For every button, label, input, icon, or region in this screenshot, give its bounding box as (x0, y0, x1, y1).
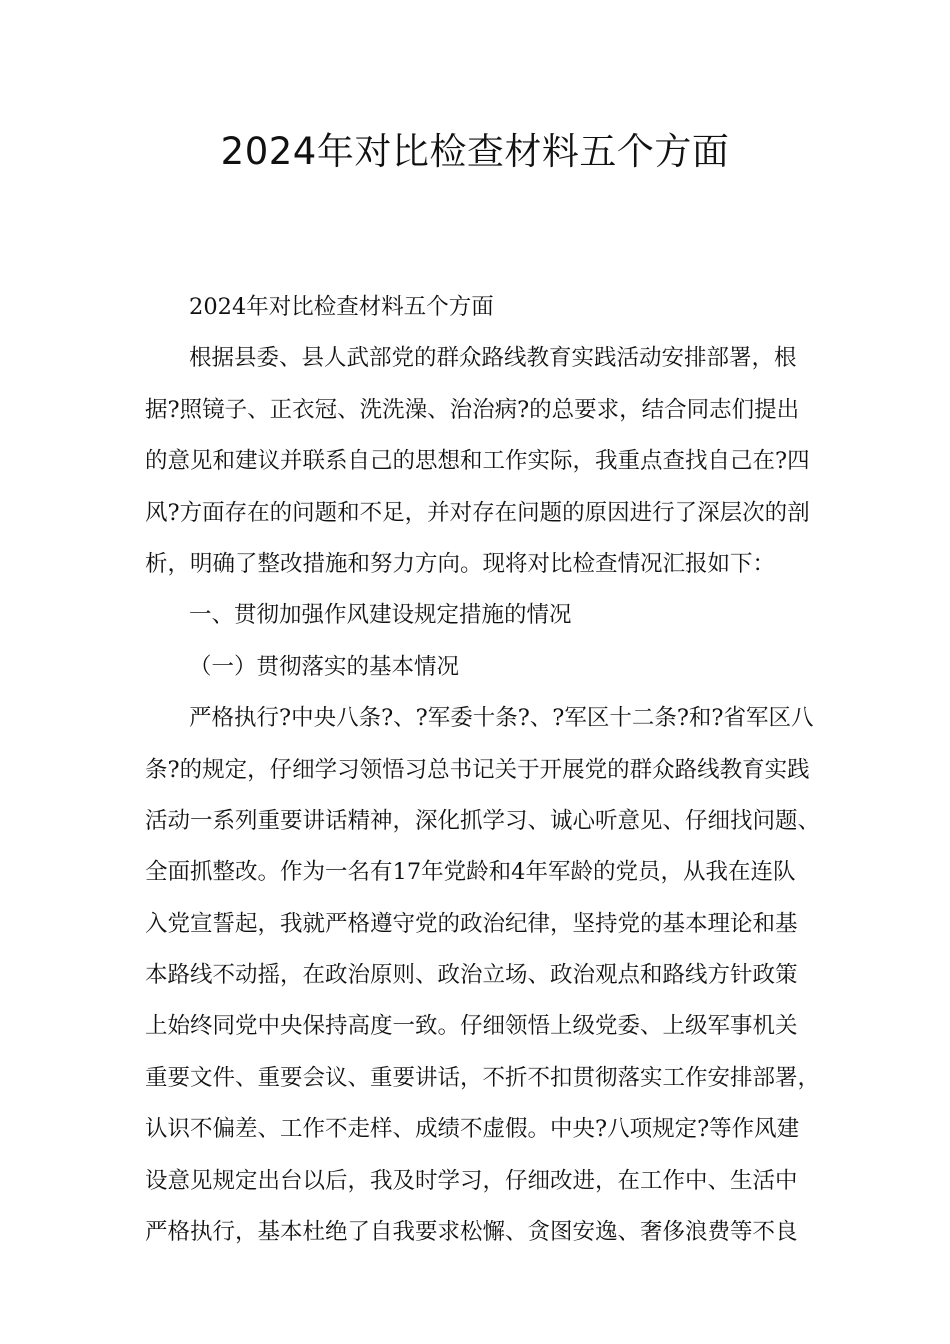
body-line: 严格执行，基本杜绝了自我要求松懈、贪图安逸、奢侈浪费等不良 (145, 1219, 798, 1246)
body-line: 析，明确了整改措施和努力方向。现将对比检查情况汇报如下： (145, 550, 776, 577)
body-line: （一）贯彻落实的基本情况 (189, 653, 460, 680)
document-body (145, 282, 825, 1258)
body-line: 一、贯彻加强作风建设规定措施的情况 (189, 602, 572, 629)
body-line: 严格执行?中央八条?、?军委十条?、?军区十二条?和?省军区八 (189, 705, 814, 732)
document-title: 2024年对比检查材料五个方面 (220, 130, 730, 173)
body-line: 的意见和建议并联系自己的思想和工作实际，我重点查找自己在?四 (145, 448, 810, 475)
body-line: 根据县委、县人武部党的群众路线教育实践活动安排部署，根 (189, 345, 797, 372)
body-line: 本路线不动摇，在政治原则、政治立场、政治观点和路线方针政策 (145, 962, 798, 989)
body-line: 重要文件、重要会议、重要讲话，不折不扣贯彻落实工作安排部署， (145, 1064, 821, 1091)
body-line: 条?的规定，仔细学习领悟习总书记关于开展党的群众路线教育实践 (145, 756, 810, 783)
body-line: 全面抓整改。作为一名有17年党龄和4年军龄的党员，从我在连队 (145, 859, 796, 886)
body-line: 据?照镜子、正衣冠、洗洗澡、治治病?的总要求，结合同志们提出 (145, 396, 800, 423)
body-line: 上始终同党中央保持高度一致。仔细领悟上级党委、上级军事机关 (145, 1013, 798, 1040)
body-line: 设意见规定出台以后，我及时学习，仔细改进，在工作中、生活中 (145, 1167, 798, 1194)
body-line: 活动一系列重要讲话精神，深化抓学习、诚心听意见、仔细找问题、 (145, 807, 821, 834)
body-line: 入党宣誓起，我就严格遵守党的政治纪律，坚持党的基本理论和基 (145, 910, 798, 937)
body-line: 风?方面存在的问题和不足，并对存在问题的原因进行了深层次的剖 (145, 499, 810, 526)
body-line: 认识不偏差、工作不走样、成绩不虚假。中央?八项规定?等作风建 (145, 1116, 800, 1143)
body-line: 2024年对比检查材料五个方面 (189, 294, 494, 320)
